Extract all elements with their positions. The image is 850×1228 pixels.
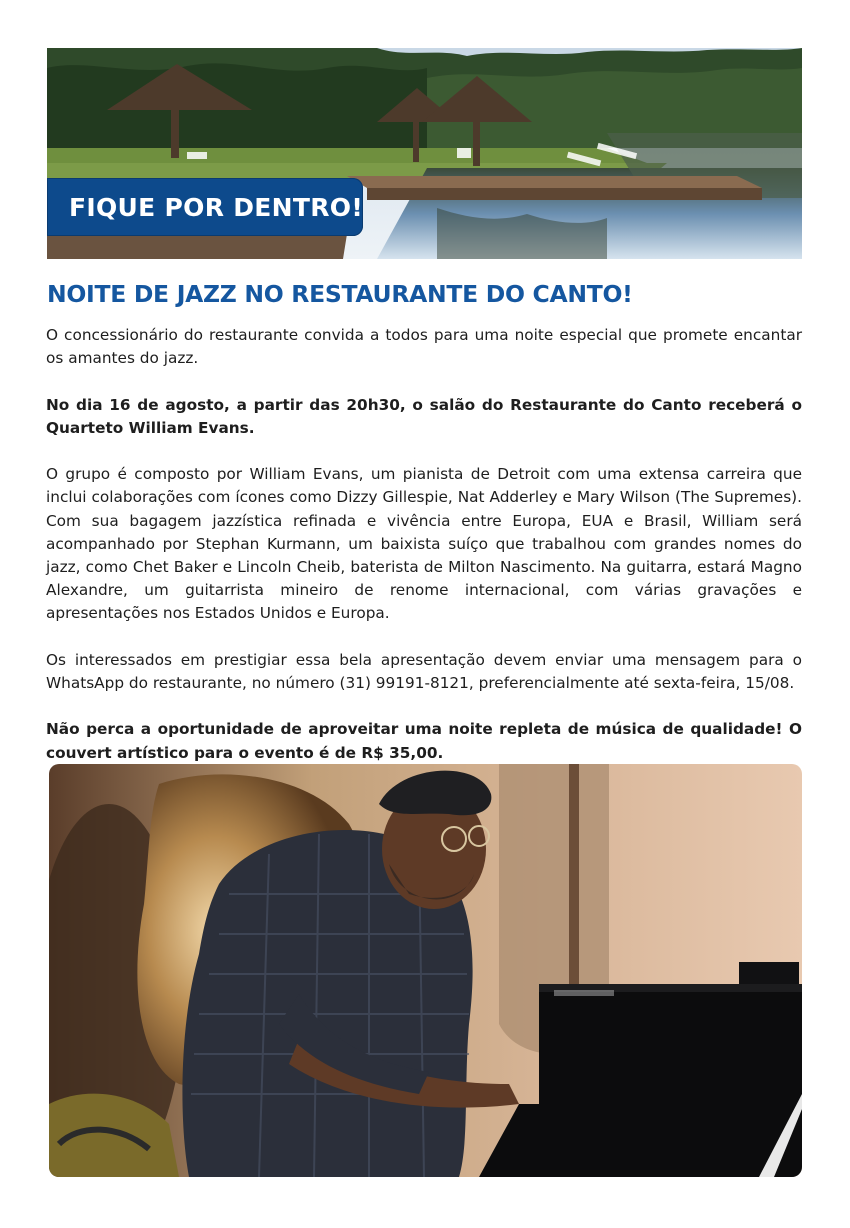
section-tag-label: FIQUE POR DENTRO! — [69, 192, 364, 222]
reservation-paragraph: Os interessados em prestigiar essa bela apresentação devem enviar uma mensagem para o WhatsApp do restaurante, no número (31) 99191-8121, preferencialmente até sexta-feira, 15/08. — [46, 650, 802, 692]
band-paragraph: O grupo é composto por William Evans, um pianista de Detroit com uma extensa carreira que inclui colaborações com ícones como Dizzy Gillespie, Nat Adderley e Mary Wilson (The Supremes). Com sua bagagem jazzística refinada e vivência entre Europa, EUA e Brasil, William será acompanhado por Stephan Kurmann, um baixista suíço que trabalhou com grandes nomes do jazz, como Chet Baker e Lincoln Cheib, baterista de Milton Nascimento. Na guitarra, estará Magno Alexandre, um guitarrista mineiro de renome internacional, com várias gravações e apresentações nos Estados Unidos e Europa. — [46, 465, 802, 623]
article-body — [46, 324, 802, 788]
article-headline: NOITE DE JAZZ NO RESTAURANTE DO CANTO! — [47, 280, 633, 308]
closing-paragraph: Não perca a oportunidade de aproveitar uma noite repleta de música de qualidade! O couvert artístico para o evento é de R$ 35,00. — [46, 720, 802, 762]
intro-paragraph: O concessionário do restaurante convida a todos para uma noite especial que promete encantar os amantes do jazz. — [46, 326, 802, 368]
section-tag — [47, 178, 363, 236]
header-banner — [47, 48, 802, 259]
pianist-illustration — [49, 764, 802, 1177]
pianist-photo — [49, 764, 802, 1177]
date-paragraph: No dia 16 de agosto, a partir das 20h30, o salão do Restaurante do Canto receberá o Quarteto William Evans. — [46, 395, 802, 437]
